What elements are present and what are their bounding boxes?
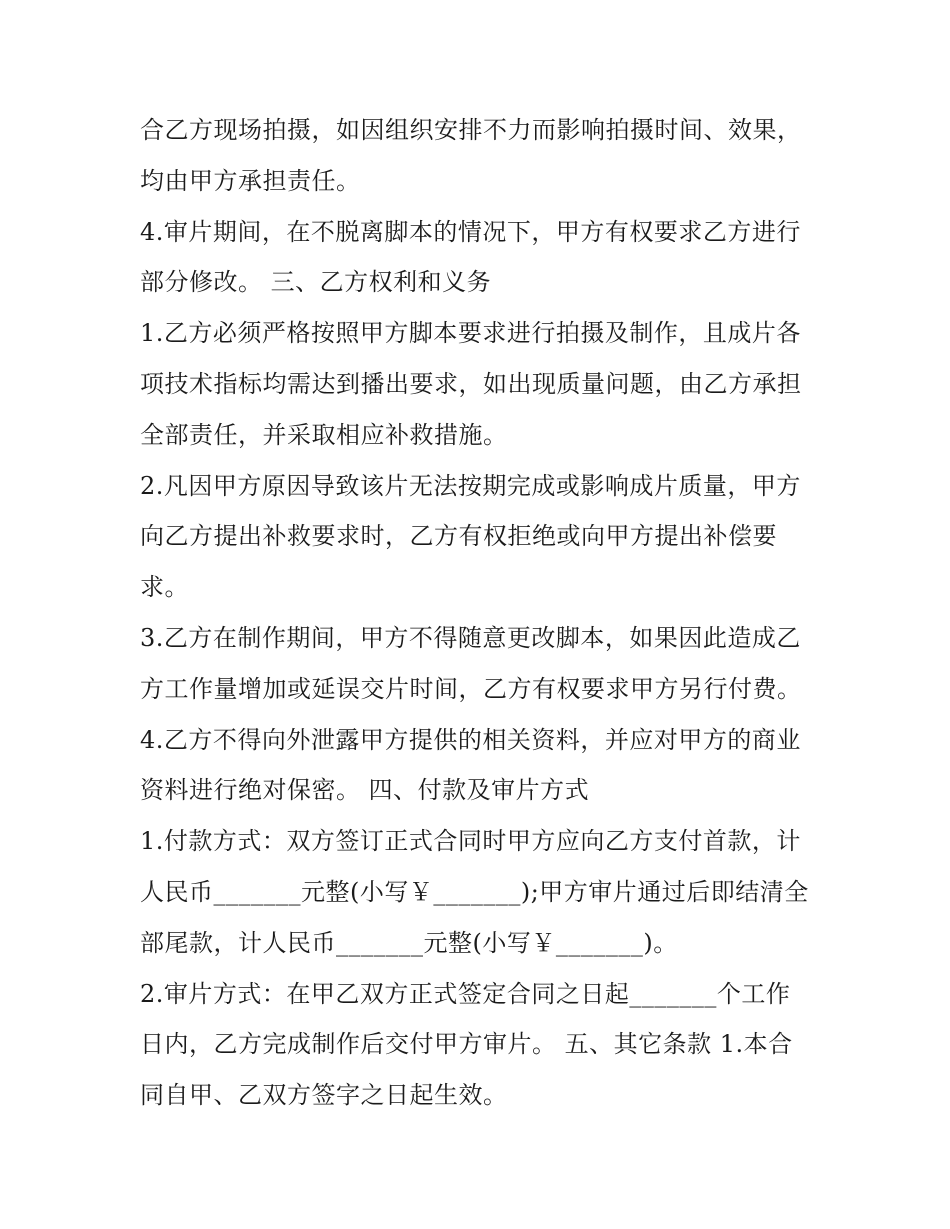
text-line: 4.乙方不得向外泄露甲方提供的相关资料，并应对甲方的商业 (140, 725, 801, 754)
text-line: 3.乙方在制作期间，甲方不得随意更改脚本，如果因此造成乙 (140, 623, 801, 652)
text-line: 资料进行绝对保密。 四、付款及审片方式 (140, 776, 590, 805)
text-line: 4.审片期间，在不脱离脚本的情况下，甲方有权要求乙方进行 (140, 217, 801, 246)
text-line: 合乙方现场拍摄，如因组织安排不力而影响拍摄时间、效果， (140, 116, 802, 144)
text-line: 方工作量增加或延误交片时间，乙方有权要求甲方另行付费。 (140, 674, 802, 703)
text-line: 部分修改。 三、乙方权利和义务 (140, 268, 492, 297)
text-line: 1.乙方必须严格按照甲方脚本要求进行拍摄及制作，且成片各 (140, 319, 801, 348)
text-line: 人民币_______元整(小写￥_______);甲方审片通过后即结清全 (140, 877, 809, 906)
text-line: 求。 (140, 573, 189, 602)
contract-body-text (140, 105, 820, 1121)
text-line: 项技术指标均需达到播出要求，如出现质量问题，由乙方承担 (140, 369, 802, 398)
text-line: 2.凡因甲方原因导致该片无法按期完成或影响成片质量，甲方 (140, 471, 801, 500)
text-line: 向乙方提出补救要求时，乙方有权拒绝或向甲方提出补偿要 (140, 522, 777, 551)
text-line: 1.付款方式：双方签订正式合同时甲方应向乙方支付首款，计 (140, 827, 801, 856)
text-line: 全部责任，并采取相应补救措施。 (140, 420, 508, 449)
text-line: 2.审片方式：在甲乙双方正式签定合同之日起_______个工作 (140, 979, 791, 1008)
text-line: 日内，乙方完成制作后交付甲方审片。 五、其它条款 1.本合 (140, 1030, 793, 1059)
text-line: 均由甲方承担责任。 (140, 166, 361, 195)
text-line: 部尾款，计人民币_______元整(小写￥_______)。 (140, 928, 678, 957)
text-line: 同自甲、乙双方签字之日起生效。 (140, 1081, 508, 1110)
